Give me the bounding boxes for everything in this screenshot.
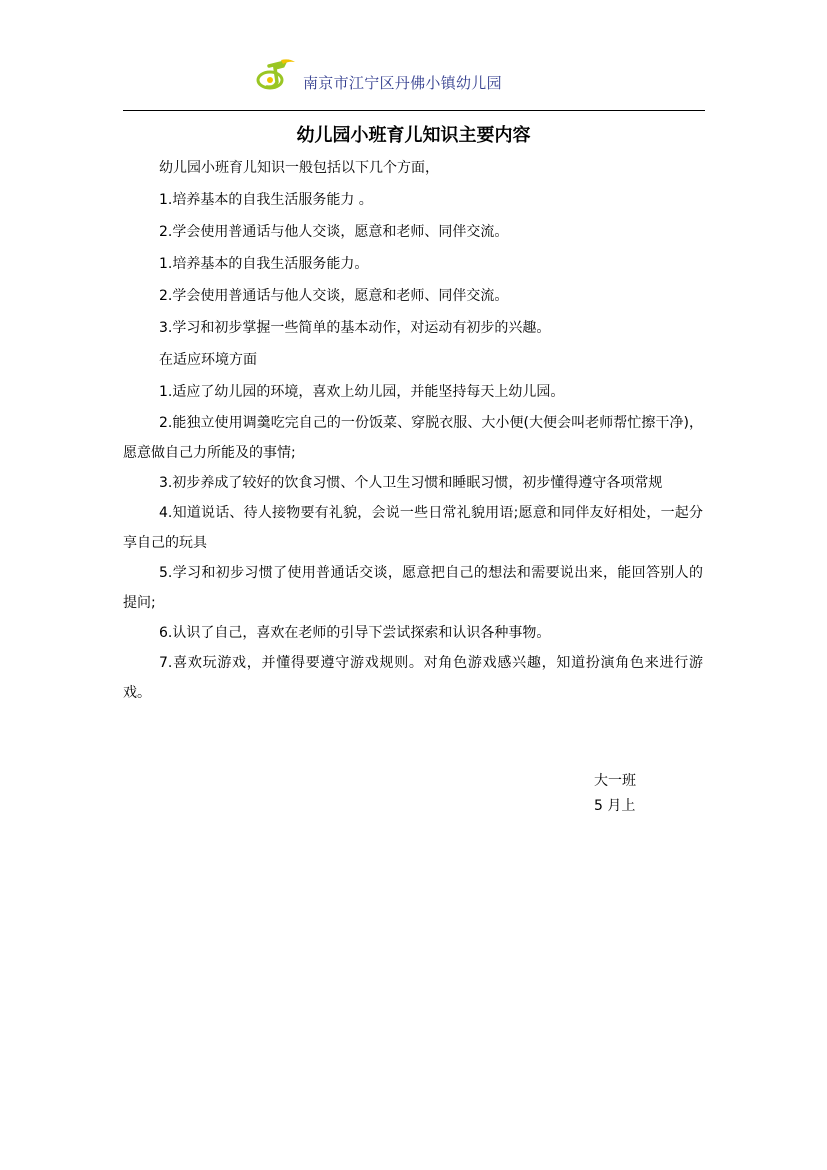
paragraph: 2.学会使用普通话与他人交谈，愿意和老师、同伴交流。 xyxy=(159,288,509,304)
paragraph: 1.适应了幼儿园的环境，喜欢上幼儿园，并能坚持每天上幼儿园。 xyxy=(159,384,565,400)
paragraph: 1.培养基本的自我生活服务能力 。 xyxy=(159,192,373,208)
paragraph-intro: 幼儿园小班育儿知识一般包括以下几个方面， xyxy=(159,160,439,176)
paragraph: 6.认识了自己，喜欢在老师的引导下尝试探索和认识各种事物。 xyxy=(159,625,551,641)
document-title: 幼儿园小班育儿知识主要内容 xyxy=(296,125,531,146)
page-header xyxy=(123,60,705,111)
signature-date: 5 月上 xyxy=(594,798,636,814)
section-heading: 在适应环境方面 xyxy=(159,352,257,368)
document-body xyxy=(123,152,703,708)
paragraph: 1.培养基本的自我生活服务能力。 xyxy=(159,256,369,272)
paragraph: 5.学习和初步习惯了使用普通话交谈，愿意把自己的想法和需要说出来，能回答别人的提问; xyxy=(123,565,703,611)
school-logo-icon xyxy=(255,58,297,92)
paragraph: 2.能独立使用调羹吃完自己的一份饭菜、穿脱衣服、大小便(大便会叫老师帮忙擦干净)，愿意做自己力所能及的事情; xyxy=(123,415,703,461)
signature-class: 大一班 xyxy=(594,773,636,789)
paragraph: 2.学会使用普通话与他人交谈，愿意和老师、同伴交流。 xyxy=(159,224,509,240)
paragraph: 3.初步养成了较好的饮食习惯、个人卫生习惯和睡眠习惯，初步懂得遵守各项常规 xyxy=(159,475,663,491)
paragraph: 7.喜欢玩游戏，并懂得要遵守游戏规则。对角色游戏感兴趣，知道扮演角色来进行游戏。 xyxy=(123,655,703,701)
paragraph: 3.学习和初步掌握一些简单的基本动作，对运动有初步的兴趣。 xyxy=(159,320,551,336)
school-name: 南京市江宁区丹佛小镇幼儿园 xyxy=(303,74,502,92)
paragraph: 4.知道说话、待人接物要有礼貌，会说一些日常礼貌用语;愿意和同伴友好相处，一起分享自己的玩具 xyxy=(123,505,703,551)
